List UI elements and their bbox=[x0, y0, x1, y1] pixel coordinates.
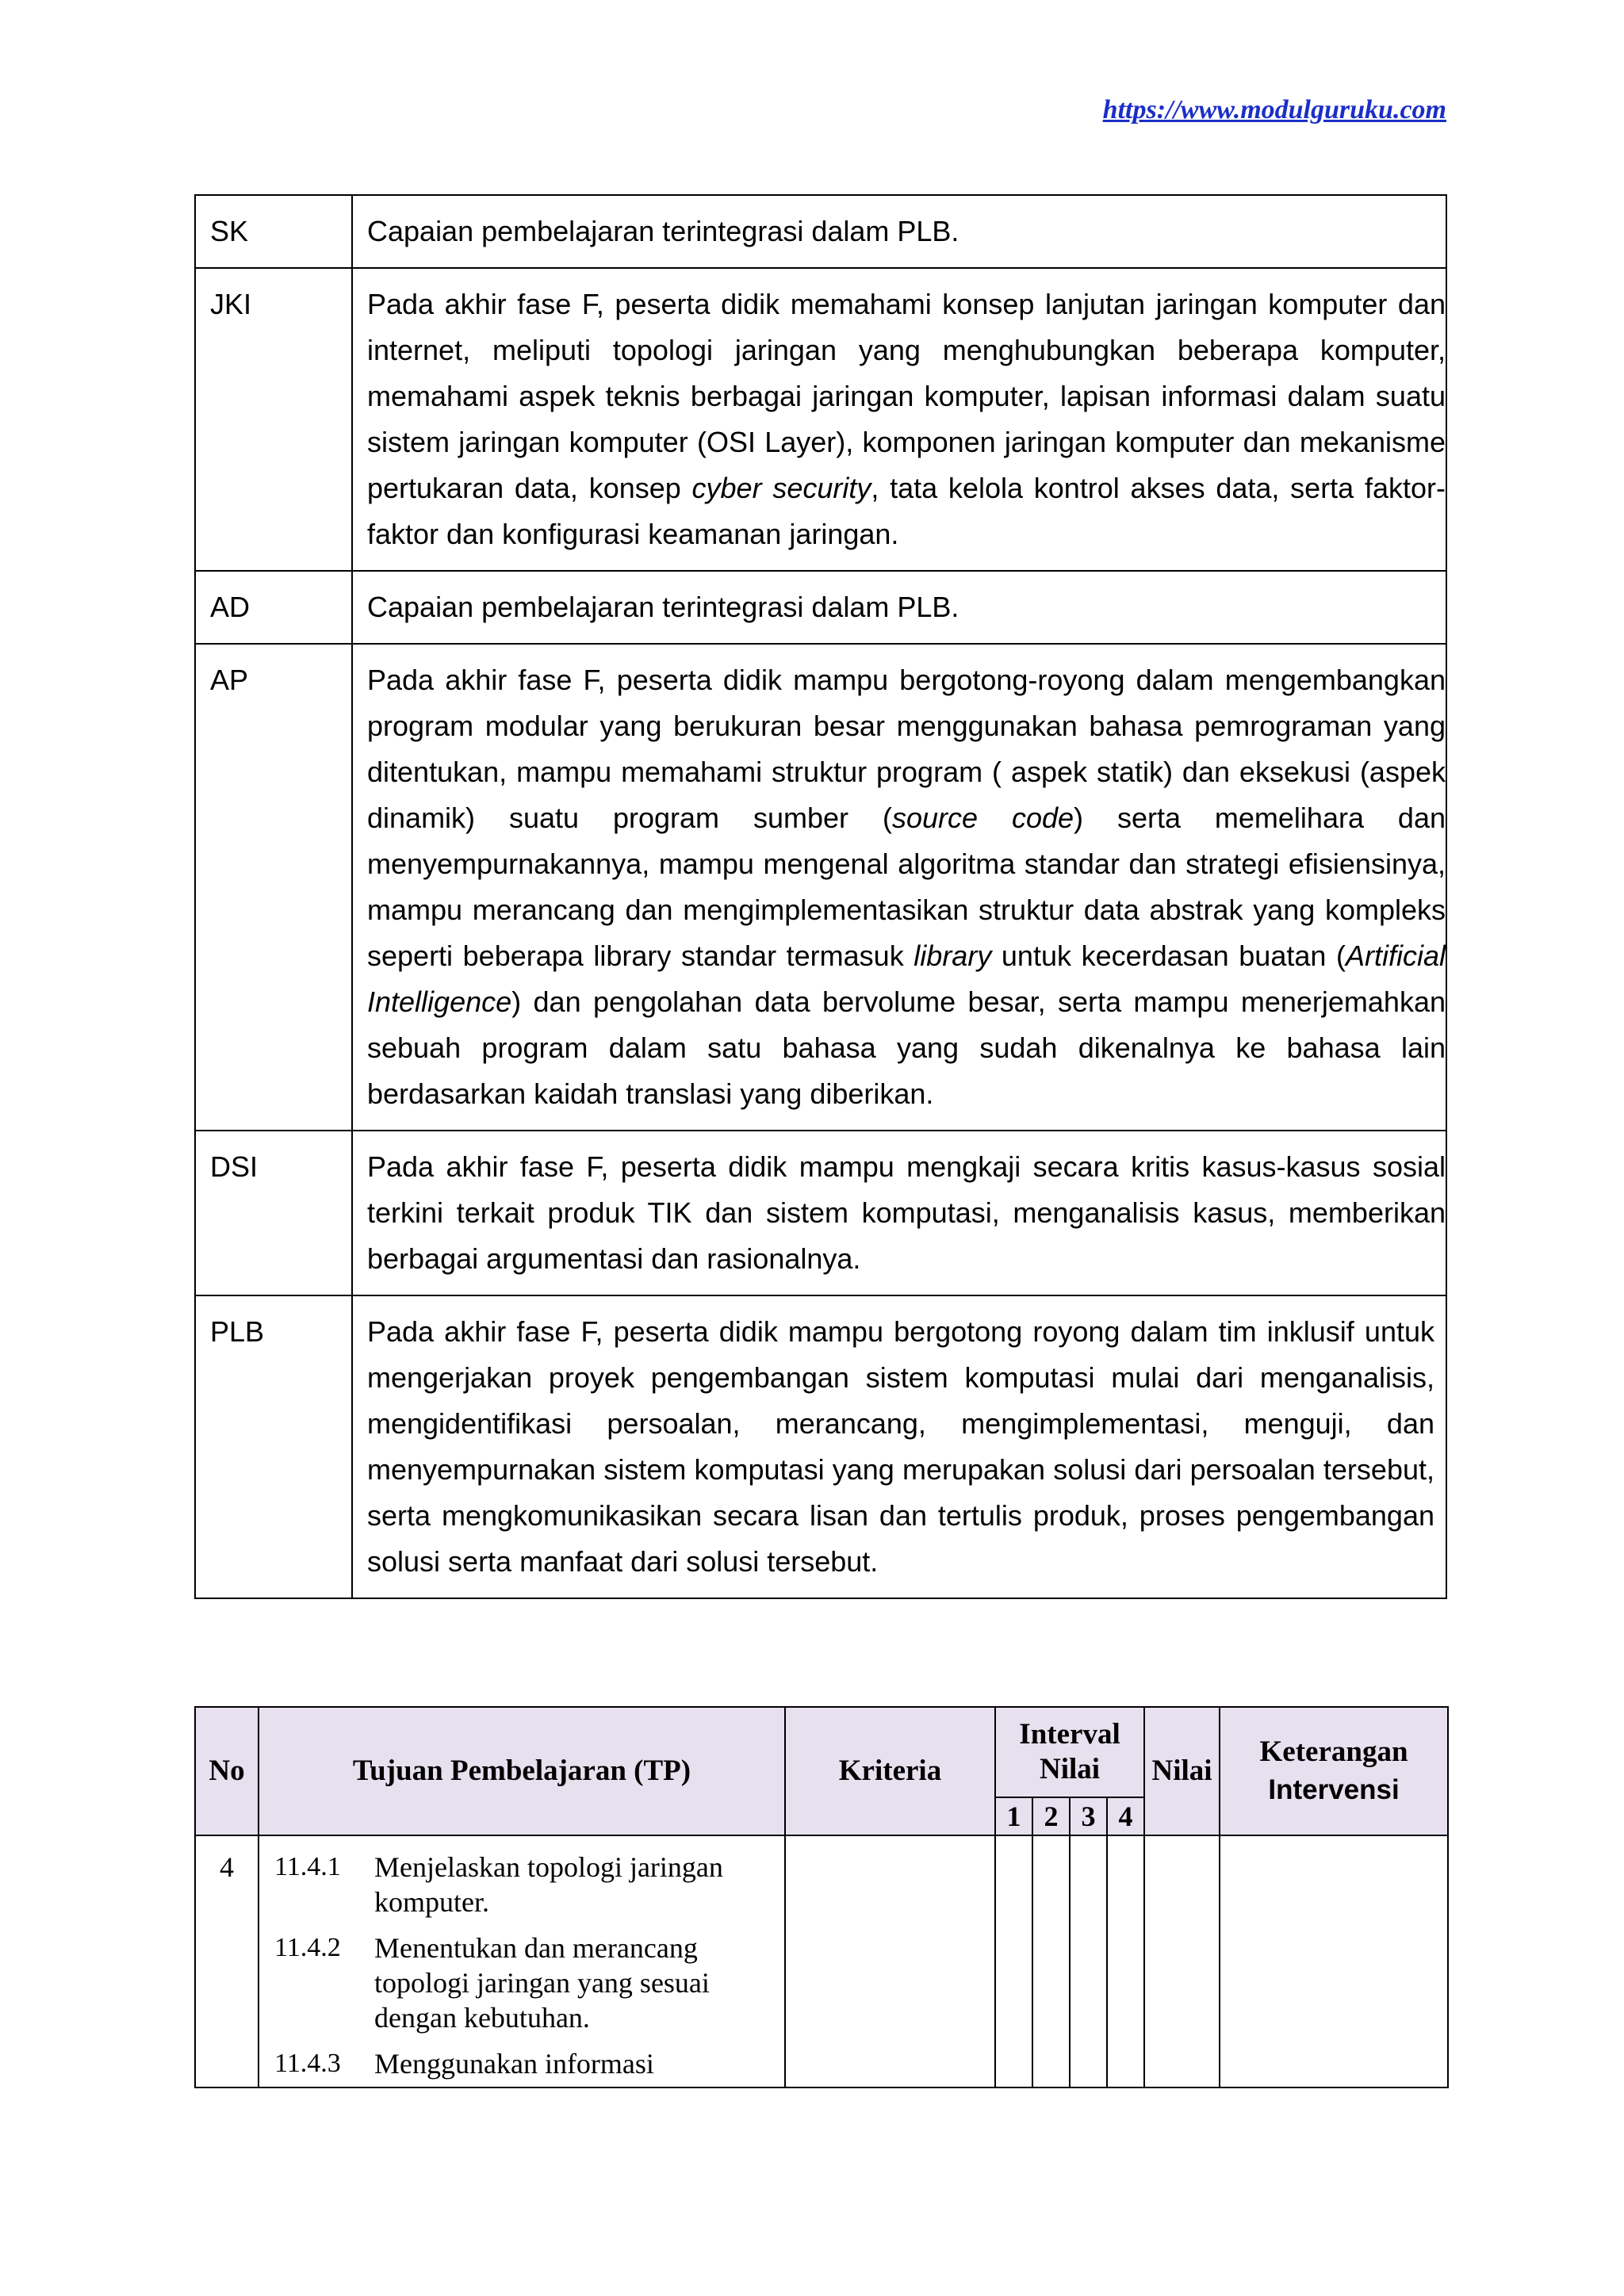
italic-term: library bbox=[914, 939, 992, 972]
scale-cell-3 bbox=[1070, 1835, 1107, 2087]
row-number: 4 bbox=[195, 1835, 259, 2087]
tujuan-pembelajaran-table bbox=[194, 1706, 1449, 2088]
header-scale-1: 1 bbox=[995, 1797, 1032, 1835]
table-row bbox=[195, 1131, 1446, 1295]
keterangan-cell bbox=[1220, 1835, 1448, 2087]
header-intervensi-label: Intervensi bbox=[1268, 1774, 1400, 1805]
header-interval-nilai: Interval Nilai bbox=[995, 1707, 1144, 1797]
header-no: No bbox=[195, 1707, 259, 1835]
header-scale-2: 2 bbox=[1032, 1797, 1070, 1835]
header-scale-4: 4 bbox=[1107, 1797, 1144, 1835]
website-link[interactable]: https://www.modulguruku.com bbox=[1102, 95, 1446, 124]
tp-index: 11.4.1 bbox=[274, 1852, 341, 1881]
tp-text: Menentukan dan merancang topologi jaringan yang sesuai dengan kebutuhan. bbox=[374, 1932, 710, 2034]
table-row bbox=[195, 644, 1446, 1131]
scale-cell-4 bbox=[1107, 1835, 1144, 2087]
header-keterangan-intervensi bbox=[1220, 1707, 1448, 1835]
tp-list-cell bbox=[259, 1835, 785, 2087]
header-tujuan-pembelajaran: Tujuan Pembelajaran (TP) bbox=[259, 1707, 785, 1835]
list-item bbox=[274, 2046, 783, 2081]
tp-text: Menggunakan informasi bbox=[374, 2048, 654, 2080]
element-code: AP bbox=[195, 644, 352, 1131]
tp-text: Menjelaskan topologi jaringan komputer. bbox=[374, 1851, 723, 1918]
nilai-cell bbox=[1144, 1835, 1220, 2087]
italic-term: Artificial Intelligence bbox=[367, 939, 1446, 1018]
list-item bbox=[274, 1931, 783, 2035]
table-row bbox=[195, 1295, 1446, 1598]
element-code: SK bbox=[195, 195, 352, 268]
element-code: DSI bbox=[195, 1131, 352, 1295]
element-description: Pada akhir fase F, peserta didik memahami konsep lanjutan jaringan komputer dan internet, meliputi topologi jaringan yang menghubungkan beberapa komputer, memahami aspek teknis berbagai jaringan komputer, lapisan informasi dalam suatu sistem jaringan komputer (OSI Layer), komponen jaringan komputer dan mekanisme pertukaran data, konsep cyber security, tata kelola kontrol akses data, serta faktor- faktor dan konfigurasi keamanan jaringan. bbox=[352, 268, 1446, 571]
tp-index: 11.4.2 bbox=[274, 1933, 341, 1962]
italic-term: cyber security bbox=[691, 472, 871, 504]
header-kriteria: Kriteria bbox=[785, 1707, 995, 1835]
scale-cell-1 bbox=[995, 1835, 1032, 2087]
table-row bbox=[195, 268, 1446, 571]
element-code: JKI bbox=[195, 268, 352, 571]
element-description: Pada akhir fase F, peserta didik mampu bergotong royong dalam tim inklusif untuk mengerjakan proyek pengembangan sistem komputasi mulai dari menganalisis, mengidentifikasi persoalan, merancang, mengimplementasi, menguji, dan menyempurnakan sistem komputasi yang merupakan solusi dari persoalan tersebut, serta mengkomunikasikan secara lisan dan tertulis produk, proses pengembangan solusi serta manfaat dari solusi tersebut. bbox=[352, 1295, 1446, 1598]
italic-term: source code bbox=[891, 802, 1074, 834]
element-description: Pada akhir fase F, peserta didik mampu bergotong-royong dalam mengembangkan program modular yang berukuran besar menggunakan bahasa pemrograman yang ditentukan, mampu memahami struktur program ( aspek statik) dan eksekusi (aspek dinamik) suatu program sumber (source code) serta memelihara dan menyempurnakannya, mampu mengenal algoritma standar dan strategi efisiensinya, mampu merancang dan mengimplementasikan struktur data abstrak yang kompleks seperti beberapa library standar termasuk library untuk kecerdasan buatan (Artificial Intelligence) dan pengolahan data bervolume besar, serta mampu menerjemahkan sebuah program dalam satu bahasa yang sudah dikenalnya ke bahasa lain berdasarkan kaidah translasi yang diberikan. bbox=[352, 644, 1446, 1131]
list-item bbox=[274, 1850, 783, 1919]
scale-cell-2 bbox=[1032, 1835, 1070, 2087]
kriteria-cell bbox=[785, 1835, 995, 2087]
table-row bbox=[195, 1835, 1448, 2087]
table-row bbox=[195, 571, 1446, 644]
header-scale-3: 3 bbox=[1070, 1797, 1107, 1835]
element-description: Capaian pembelajaran terintegrasi dalam PLB. bbox=[352, 571, 1446, 644]
table-row bbox=[195, 195, 1446, 268]
element-description: Pada akhir fase F, peserta didik mampu mengkaji secara kritis kasus-kasus sosial terkini terkait produk TIK dan sistem komputasi, menganalisis kasus, memberikan berbagai argumentasi dan rasionalnya. bbox=[352, 1131, 1446, 1295]
header-keterangan-label: Keterangan bbox=[1259, 1735, 1408, 1768]
element-code: AD bbox=[195, 571, 352, 644]
element-code: PLB bbox=[195, 1295, 352, 1598]
header-nilai: Nilai bbox=[1144, 1707, 1220, 1835]
element-description: Capaian pembelajaran terintegrasi dalam PLB. bbox=[352, 195, 1446, 268]
tp-index: 11.4.3 bbox=[274, 2049, 341, 2078]
capaian-pembelajaran-table bbox=[194, 194, 1447, 1599]
